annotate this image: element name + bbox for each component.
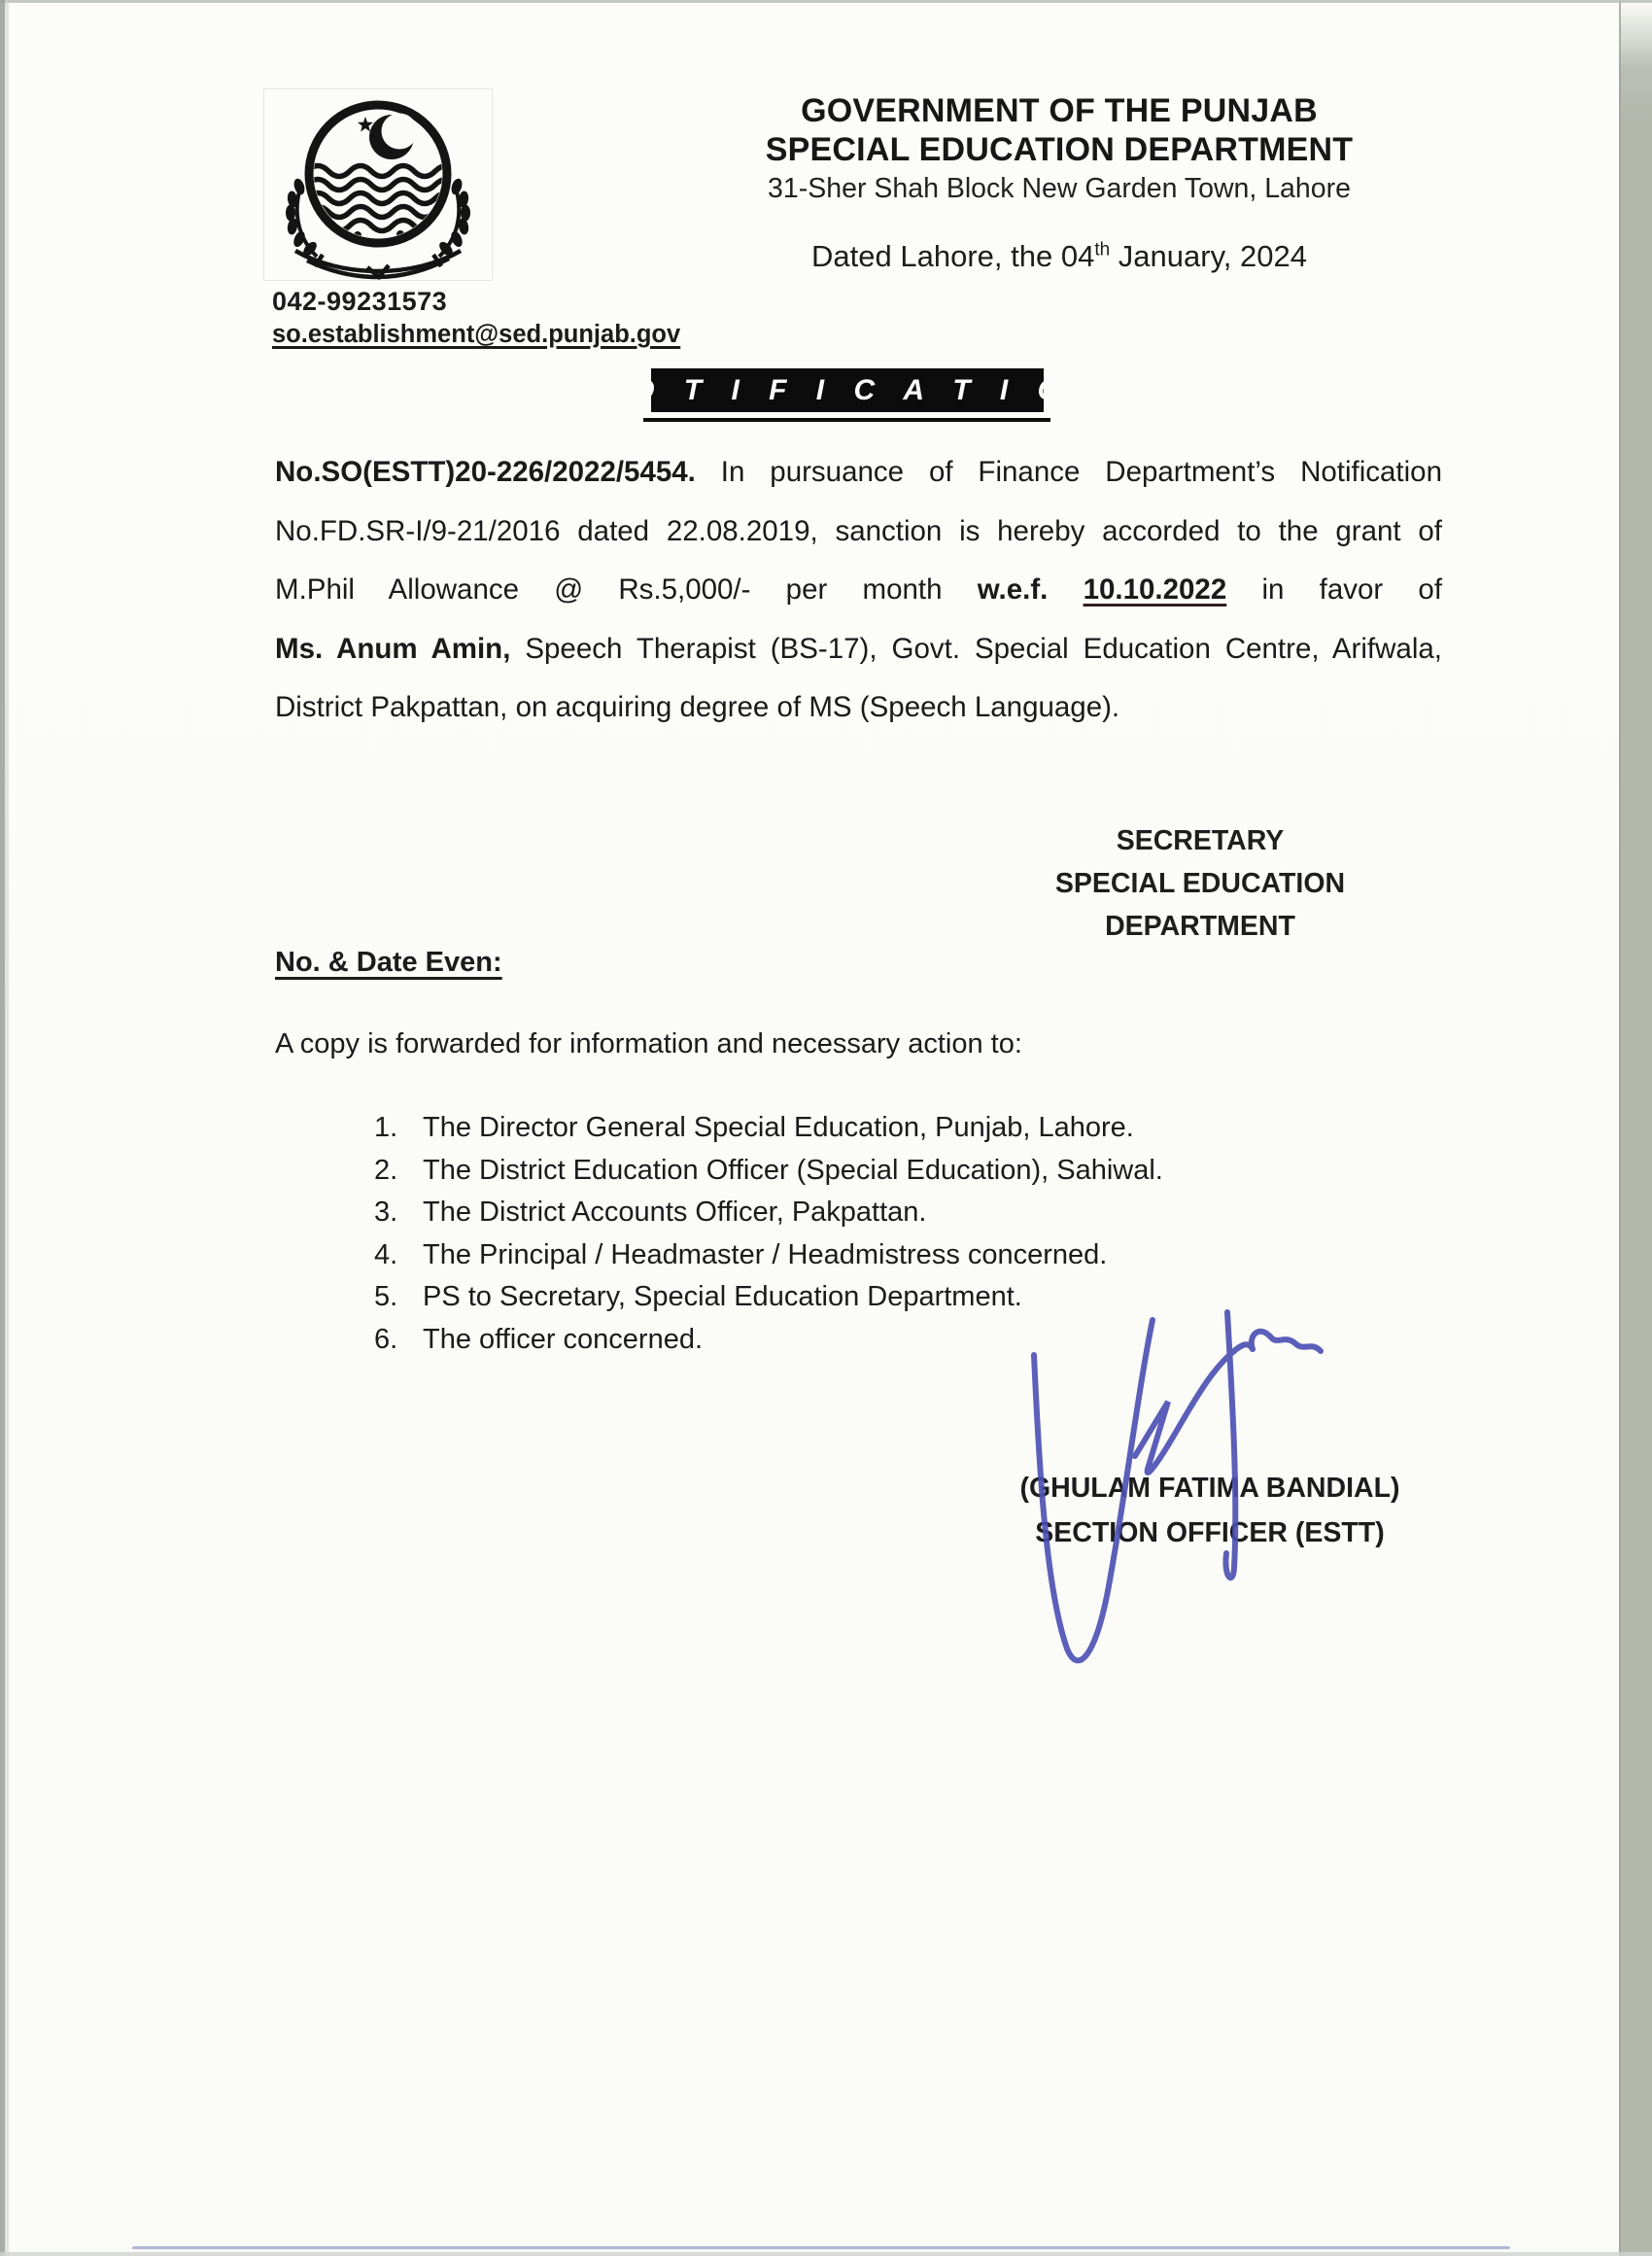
notification-banner xyxy=(581,368,1121,412)
list-text: The District Accounts Officer, Pakpattan. xyxy=(423,1197,927,1229)
ribbon xyxy=(295,251,461,277)
org-name-line1: GOVERNMENT OF THE PUNJAB xyxy=(801,92,1318,129)
body-line xyxy=(275,503,1442,562)
notification-title: N O T I F I C A T I O N xyxy=(581,373,1121,406)
list-item xyxy=(374,1150,1163,1193)
list-item xyxy=(374,1234,1163,1277)
org-name-line2: SPECIAL EDUCATION DEPARTMENT xyxy=(765,131,1354,168)
email-address: so.establishment@sed.punjab.gov xyxy=(272,321,681,348)
contact-block xyxy=(272,285,680,351)
notification-underline xyxy=(643,418,1050,422)
secretary-block xyxy=(1006,819,1394,948)
scan-edge-top xyxy=(0,0,1652,3)
body-line xyxy=(275,443,1442,503)
body-text-segment: M.Phil Allowance @ Rs.5,000/- per month xyxy=(275,573,978,606)
list-text: The District Education Officer (Special Education), Sahiwal. xyxy=(423,1154,1163,1186)
body-text-segment: Speech Therapist (BS-17), Govt. Special Education Centre, Arifwala, xyxy=(510,632,1442,665)
date-line xyxy=(707,239,1411,274)
list-item xyxy=(374,1276,1163,1319)
body-line xyxy=(275,620,1442,679)
secretary-title-line: SECRETARY xyxy=(1116,825,1285,856)
date-suffix: January, 2024 xyxy=(1110,239,1307,273)
effective-date: 10.10.2022 xyxy=(1083,573,1227,606)
ref-date-even-label: No. & Date Even: xyxy=(275,947,502,978)
list-item xyxy=(374,1192,1163,1234)
wef-label: w.e.f. xyxy=(977,573,1084,606)
phone-number: 042-99231573 xyxy=(272,287,448,316)
punjab-government-emblem-icon xyxy=(263,88,493,281)
list-text: PS to Secretary, Special Education Department. xyxy=(423,1281,1022,1313)
date-ordinal: th xyxy=(1094,239,1111,260)
scan-bottom-line xyxy=(132,2246,1510,2249)
body-paragraph xyxy=(275,443,1442,738)
signatory-title: SECTION OFFICER (ESTT) xyxy=(1035,1517,1385,1548)
body-text-segment: District Pakpattan, on acquiring degree of MS (Speech Language). xyxy=(275,691,1120,723)
secretary-title-line: DEPARTMENT xyxy=(1105,911,1295,942)
body-text-segment: in favor of xyxy=(1226,573,1443,606)
letterhead xyxy=(707,91,1411,274)
body-line xyxy=(275,678,1442,738)
list-number: 3. xyxy=(374,1197,398,1229)
body-text-segment: In pursuance of Finance Department’s Notification xyxy=(695,456,1442,488)
list-text: The officer concerned. xyxy=(423,1323,704,1355)
list-number: 4. xyxy=(374,1238,398,1270)
beneficiary-name: Ms. Anum Amin, xyxy=(275,632,511,665)
reference-number: No.SO(ESTT)20-226/2022/5454. xyxy=(275,456,696,488)
scan-edge-right xyxy=(1619,0,1652,2256)
signature-block xyxy=(1001,1466,1419,1555)
forwarding-note: A copy is forwarded for information and necessary action to: xyxy=(275,1028,1022,1059)
org-address: 31-Sher Shah Block New Garden Town, Lahore xyxy=(768,173,1351,204)
list-number: 5. xyxy=(374,1281,398,1313)
list-text: The Director General Special Education, Punjab, Lahore. xyxy=(423,1112,1134,1143)
list-item xyxy=(374,1107,1163,1150)
body-text-segment: No.FD.SR-I/9-21/2016 dated 22.08.2019, sanction is hereby accorded to the grant of xyxy=(275,514,1442,547)
secretary-title-line: SPECIAL EDUCATION xyxy=(1054,868,1346,899)
list-number: 1. xyxy=(374,1112,398,1143)
list-number: 2. xyxy=(374,1154,398,1186)
date-prefix: Dated Lahore, the 04 xyxy=(811,239,1095,273)
cc-list xyxy=(374,1107,1163,1362)
scan-edge-left-shadow xyxy=(5,0,9,2256)
body-line xyxy=(275,561,1442,620)
signatory-name: (GHULAM FATIMA BANDIAL) xyxy=(1019,1473,1400,1504)
scan-edge-bottom xyxy=(0,2252,1652,2256)
list-number: 6. xyxy=(374,1323,398,1355)
list-text: The Principal / Headmaster / Headmistress concerned. xyxy=(423,1238,1108,1270)
list-item xyxy=(374,1319,1163,1362)
